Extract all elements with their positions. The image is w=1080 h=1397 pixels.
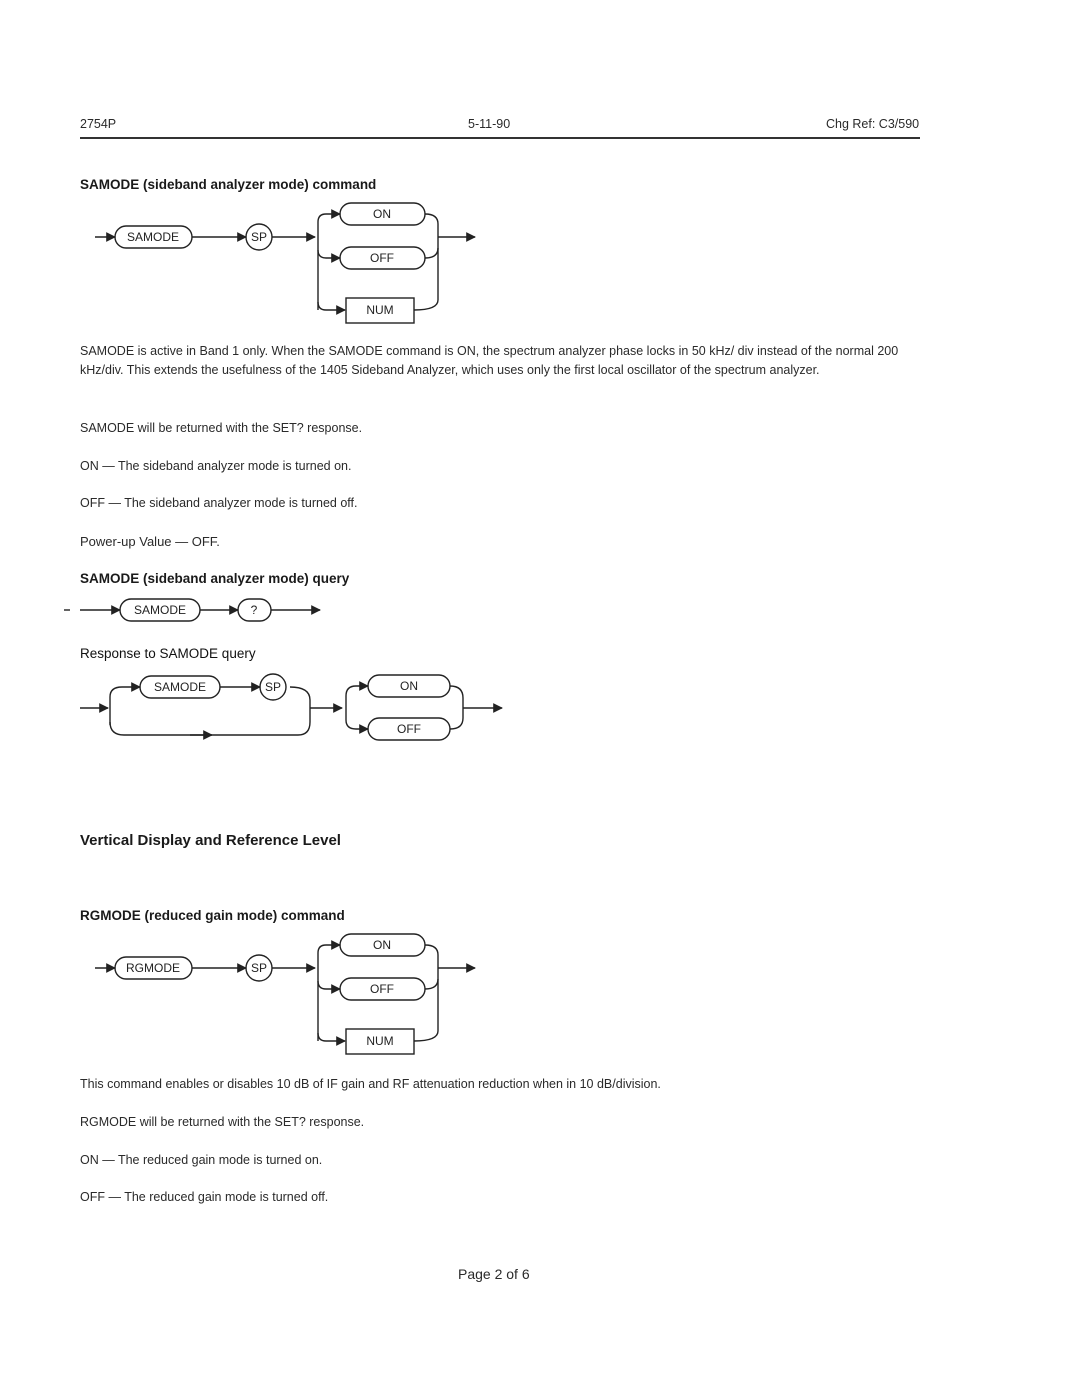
samode-command-diagram [95, 203, 475, 323]
sp-label: SP [250, 230, 268, 245]
on-option: ON [373, 938, 391, 953]
doc-id: 2754P [80, 117, 117, 131]
sp-label: SP [250, 961, 268, 976]
on-option: ON [400, 679, 418, 694]
doc-date: 5-11-90 [468, 117, 511, 131]
samode-keyword: SAMODE [133, 603, 187, 618]
off-option: OFF [370, 982, 394, 997]
samode-power-up: Power-up Value — OFF. [80, 534, 220, 549]
rgmode-off-desc: OFF — The reduced gain mode is turned off. [80, 1190, 329, 1204]
query-mark: ? [250, 603, 258, 618]
samode-set-note: SAMODE will be returned with the SET? response. [80, 421, 363, 435]
samode-off-desc: OFF — The sideband analyzer mode is turned off. [80, 496, 358, 510]
on-option: ON [373, 207, 391, 222]
num-option: NUM [366, 1034, 394, 1049]
off-option: OFF [370, 251, 394, 266]
sp-label: SP [264, 680, 282, 695]
rgmode-keyword: RGMODE [126, 961, 180, 976]
samode-on-desc: ON — The sideband analyzer mode is turned on. [80, 459, 352, 473]
rgmode-command-heading: RGMODE (reduced gain mode) command [80, 908, 345, 923]
section-title: Vertical Display and Reference Level [80, 832, 341, 849]
response-heading: Response to SAMODE query [80, 646, 256, 661]
samode-description: SAMODE is active in Band 1 only. When the SAMODE command is ON, the spectrum analyzer phase locks in 50 kHz/ div instead of the normal 200 kHz/div. This extends the usefulness of the 1405 Sideband Analyzer, which uses only the first local oscillator of the spectrum analyzer. [80, 344, 899, 377]
rgmode-command-diagram [95, 934, 475, 1054]
off-option: OFF [397, 722, 421, 737]
rgmode-description: This command enables or disables 10 dB of IF gain and RF attenuation reduction when in 10 dB/division. [80, 1077, 661, 1091]
samode-command-heading: SAMODE (sideband analyzer mode) command [80, 177, 377, 192]
num-option: NUM [366, 303, 394, 318]
rgmode-set-note: RGMODE will be returned with the SET? response. [80, 1115, 365, 1129]
rgmode-on-desc: ON — The reduced gain mode is turned on. [80, 1153, 323, 1167]
samode-query-heading: SAMODE (sideband analyzer mode) query [80, 571, 350, 586]
samode-response-diagram [80, 674, 502, 740]
page-number: Page 2 of 6 [458, 1266, 530, 1282]
change-ref: Chg Ref: C3/590 [826, 117, 920, 131]
samode-query-diagram [64, 599, 320, 621]
samode-keyword: SAMODE [126, 230, 180, 245]
samode-keyword: SAMODE [153, 680, 207, 695]
